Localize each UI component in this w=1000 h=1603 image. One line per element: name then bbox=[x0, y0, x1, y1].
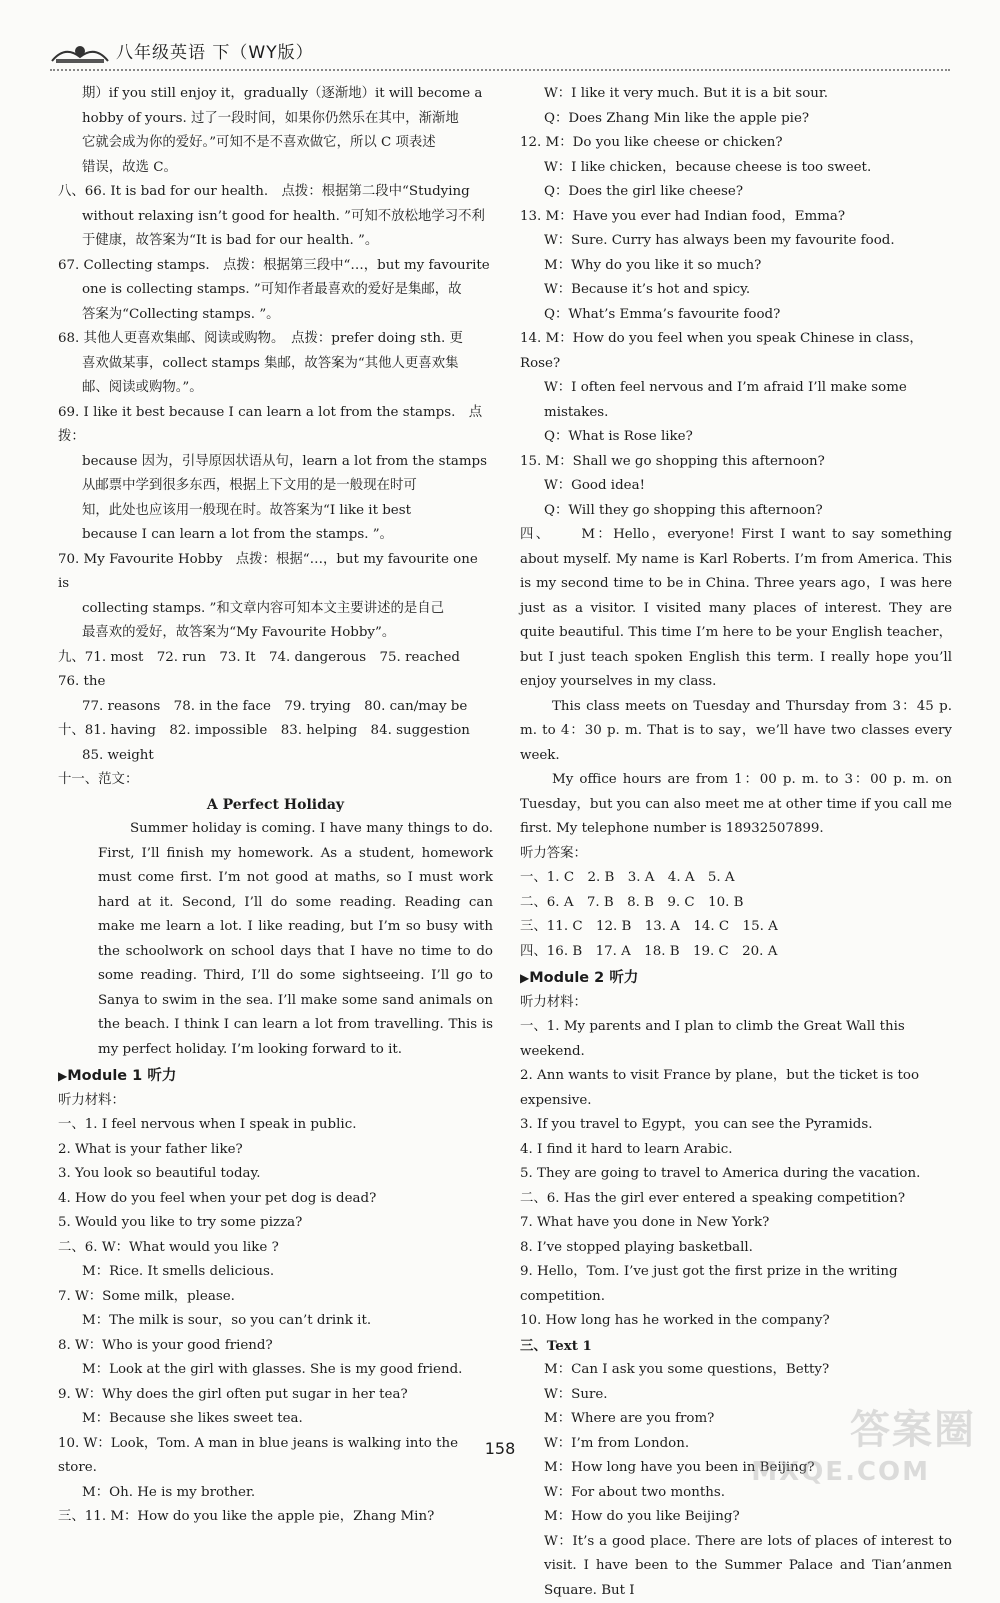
list-item: 8. I’ve stopped playing basketball. bbox=[520, 1236, 952, 1261]
text-line: because I can learn a lot from the stamps. ”。 bbox=[58, 523, 493, 548]
text-line: 77. reasons 78. in the face 79. trying 80. can/may be bbox=[58, 695, 493, 720]
header-divider bbox=[50, 69, 950, 71]
triangle-icon: ▶ bbox=[520, 971, 529, 985]
text-line: collecting stamps. ”和文章内容可知本文主要讲述的是自己 bbox=[58, 597, 493, 622]
list-item: W：Sure. Curry has always been my favourite food. bbox=[520, 229, 952, 254]
listening-material-label: 听力材料： bbox=[520, 991, 952, 1016]
list-item: 10. How long has he worked in the company? bbox=[520, 1309, 952, 1334]
list-item: M：Rice. It smells delicious. bbox=[58, 1260, 493, 1285]
list-item: M：Oh. He is my brother. bbox=[58, 1481, 493, 1506]
list-item: 9. Hello，Tom. I’ve just got the first prize in the writing competition. bbox=[520, 1260, 952, 1309]
watermark-logo: 答案圈 bbox=[850, 1418, 976, 1443]
section-eleven: 十一、范文： bbox=[58, 768, 493, 793]
list-item: 9. W：Why does the girl often put sugar in her tea? bbox=[58, 1383, 493, 1408]
text-1-heading: 三、Text 1 bbox=[520, 1334, 952, 1359]
watermark-url: MXQE.COM bbox=[751, 1460, 930, 1485]
left-column bbox=[58, 82, 493, 1530]
section-nine: 九、71. most 72. run 73. It 74. dangerous 75. reached 76. the bbox=[58, 646, 493, 695]
page-number: 158 bbox=[0, 1437, 1000, 1462]
list-item: 二、6. Has the girl ever entered a speaking competition? bbox=[520, 1187, 952, 1212]
list-item: 10. W：Look，Tom. A man in blue jeans is walking into the store. bbox=[58, 1432, 493, 1481]
list-item: M：Where are you from? bbox=[520, 1407, 952, 1432]
list-item: Q：What is Rose like? bbox=[520, 425, 952, 450]
list-item: W：It’s a good place. There are lots of places of interest to visit. I have been to the Summer Palace and Tian’anmen Square. But I bbox=[520, 1530, 952, 1603]
paragraph: My office hours are from 1：00 p. m. to 3：00 p. m. on Tuesday，but you can also meet me at other time if you call me first. My telephone number is 18932507899. bbox=[520, 768, 952, 842]
list-item: W：Because it’s hot and spicy. bbox=[520, 278, 952, 303]
answer-68: 68. 其他人更喜欢集邮、阅读或购物。 点拨：prefer doing sth. 更 bbox=[58, 327, 493, 352]
right-column bbox=[520, 82, 952, 1603]
answer-key-label: 听力答案： bbox=[520, 842, 952, 867]
listening-material-label: 听力材料： bbox=[58, 1089, 493, 1114]
answer-70: 70. My Favourite Hobby 点拨：根据“…，but my favourite one is bbox=[58, 548, 493, 597]
list-item: 3. If you travel to Egypt，you can see the Pyramids. bbox=[520, 1113, 952, 1138]
text-line: 知，此处也应该用一般现在时。故答案为“I like it best bbox=[58, 499, 493, 524]
text-line: 期）if you still enjoy it，gradually（逐渐地）it will become a bbox=[58, 82, 493, 107]
page-header bbox=[50, 33, 950, 73]
list-item: Q：What’s Emma’s favourite food? bbox=[520, 303, 952, 328]
list-item: Q：Will they go shopping this afternoon? bbox=[520, 499, 952, 524]
list-item: 二、6. W：What would you like ? bbox=[58, 1236, 493, 1261]
text-line: 于健康，故答案为“It is bad for our health. ”。 bbox=[58, 229, 493, 254]
list-item: Q：Does the girl like cheese? bbox=[520, 180, 952, 205]
list-item: M：How do you like Beijing? bbox=[520, 1505, 952, 1530]
answer-row: 四、16. B 17. A 18. B 19. C 20. A bbox=[520, 940, 952, 965]
list-item: 12. M：Do you like cheese or chicken? bbox=[520, 131, 952, 156]
list-item: M：Why do you like it so much? bbox=[520, 254, 952, 279]
list-item: Q：Does Zhang Min like the apple pie? bbox=[520, 107, 952, 132]
answer-66: 八、66. It is bad for our health. 点拨：根据第二段中“Studying bbox=[58, 180, 493, 205]
paragraph: This class meets on Tuesday and Thursday from 3：45 p. m. to 4：30 p. m. That is to say，we’ll have two classes every week. bbox=[520, 695, 952, 769]
list-item: 一、1. I feel nervous when I speak in public. bbox=[58, 1113, 493, 1138]
list-item: M：How long have you been in Beijing? bbox=[520, 1456, 952, 1481]
list-item: 15. M：Shall we go shopping this afternoon? bbox=[520, 450, 952, 475]
list-item: 7. W：Some milk，please. bbox=[58, 1285, 493, 1310]
section-four-passage: 四、 M：Hello，everyone! First I want to say something about myself. My name is Karl Roberts. I’m from America. This is my second time to be in China. Three years ago，I was here just as a visitor. I visited many places of interest. They are quite beautiful. This time I’m here to be your English teacher，but I just teach spoken English this term. I really hope you’ll enjoy yourselves in my class. bbox=[520, 523, 952, 695]
list-item: 14. M：How do you feel when you speak Chinese in class，Rose? bbox=[520, 327, 952, 376]
list-item: 2. Ann wants to visit France by plane，but the ticket is too expensive. bbox=[520, 1064, 952, 1113]
answer-69: 69. I like it best because I can learn a lot from the stamps. 点拨： bbox=[58, 401, 493, 450]
list-item: M：Look at the girl with glasses. She is my good friend. bbox=[58, 1358, 493, 1383]
answer-row: 三、11. C 12. B 13. A 14. C 15. A bbox=[520, 915, 952, 940]
section-four-label: 四、 bbox=[520, 527, 551, 542]
list-item: 4. I find it hard to learn Arabic. bbox=[520, 1138, 952, 1163]
text-line: 最喜欢的爱好，故答案为“My Favourite Hobby”。 bbox=[58, 621, 493, 646]
essay-body: Summer holiday is coming. I have many things to do. First, I’ll finish my homework. As a student, homework must come first. I’m not good at maths, so I must work hard at it. Second, I’ll do some reading. Reading can make me learn a lot. I like reading, but I’m so busy with the schoolwork on school days that I have no time to do some reading. Third, I’ll do some sightseeing. I’ll go to Sanya to swim in the sea. I’ll make some sand animals on the beach. I think I can learn a lot from travelling. This is my perfect holiday. I’m looking forward to it. bbox=[58, 817, 493, 1062]
module-1-heading: ▶Module 1 听力 bbox=[58, 1064, 493, 1089]
list-item: 8. W：Who is your good friend? bbox=[58, 1334, 493, 1359]
list-item: 5. Would you like to try some pizza? bbox=[58, 1211, 493, 1236]
text-line: 答案为“Collecting stamps. ”。 bbox=[58, 303, 493, 328]
module-2-heading: ▶Module 2 听力 bbox=[520, 966, 952, 991]
triangle-icon: ▶ bbox=[58, 1069, 67, 1083]
list-item: W：I like it very much. But it is a bit sour. bbox=[520, 82, 952, 107]
essay-title: A Perfect Holiday bbox=[58, 793, 493, 818]
section-ten: 十、81. having 82. impossible 83. helping 84. suggestion bbox=[58, 719, 493, 744]
text-line: 从邮票中学到很多东西，根据上下文用的是一般现在时可 bbox=[58, 474, 493, 499]
list-item: 13. M：Have you ever had Indian food，Emma? bbox=[520, 205, 952, 230]
list-item: W：Good idea! bbox=[520, 474, 952, 499]
text-line: because 因为，引导原因状语从句，learn a lot from the stamps bbox=[58, 450, 493, 475]
list-item: 2. What is your father like? bbox=[58, 1138, 493, 1163]
list-item: W：I often feel nervous and I’m afraid I’ll make some mistakes. bbox=[520, 376, 952, 425]
list-item: W：Sure. bbox=[520, 1383, 952, 1408]
list-item: 一、1. My parents and I plan to climb the Great Wall this weekend. bbox=[520, 1015, 952, 1064]
list-item: W：I’m from London. bbox=[520, 1432, 952, 1457]
list-item: 4. How do you feel when your pet dog is dead? bbox=[58, 1187, 493, 1212]
list-item: M：Because she likes sweet tea. bbox=[58, 1407, 493, 1432]
text-line: without relaxing isn’t good for health. ”可知不放松地学习不利 bbox=[58, 205, 493, 230]
list-item: M：Can I ask you some questions，Betty? bbox=[520, 1358, 952, 1383]
list-item: 7. What have you done in New York? bbox=[520, 1211, 952, 1236]
answer-row: 二、6. A 7. B 8. B 9. C 10. B bbox=[520, 891, 952, 916]
text-line: 喜欢做某事，collect stamps 集邮，故答案为“其他人更喜欢集 bbox=[58, 352, 493, 377]
answer-67: 67. Collecting stamps. 点拨：根据第三段中“…，but my favourite bbox=[58, 254, 493, 279]
text-line: hobby of yours. 过了一段时间，如果你仍然乐在其中，渐渐地 bbox=[58, 107, 493, 132]
list-item: W：For about two months. bbox=[520, 1481, 952, 1506]
text-line: 错误，故选 C。 bbox=[58, 156, 493, 181]
list-item: 三、11. M：How do you like the apple pie，Zhang Min? bbox=[58, 1505, 493, 1530]
text-line: 它就会成为你的爱好。”可知不是不喜欢做它，所以 C 项表述 bbox=[58, 131, 493, 156]
answer-row: 一、1. C 2. B 3. A 4. A 5. A bbox=[520, 866, 952, 891]
list-item: M：The milk is sour，so you can’t drink it. bbox=[58, 1309, 493, 1334]
text-line: one is collecting stamps. ”可知作者最喜欢的爱好是集邮，故 bbox=[58, 278, 493, 303]
list-item: 3. You look so beautiful today. bbox=[58, 1162, 493, 1187]
list-item: 5. They are going to travel to America during the vacation. bbox=[520, 1162, 952, 1187]
text-line: 85. weight bbox=[58, 744, 493, 769]
text-line: 邮、阅读或购物。”。 bbox=[58, 376, 493, 401]
header-title: 八年级英语 下（WY版） bbox=[116, 41, 314, 65]
book-logo-icon bbox=[50, 41, 110, 67]
list-item: W：I like chicken，because cheese is too sweet. bbox=[520, 156, 952, 181]
